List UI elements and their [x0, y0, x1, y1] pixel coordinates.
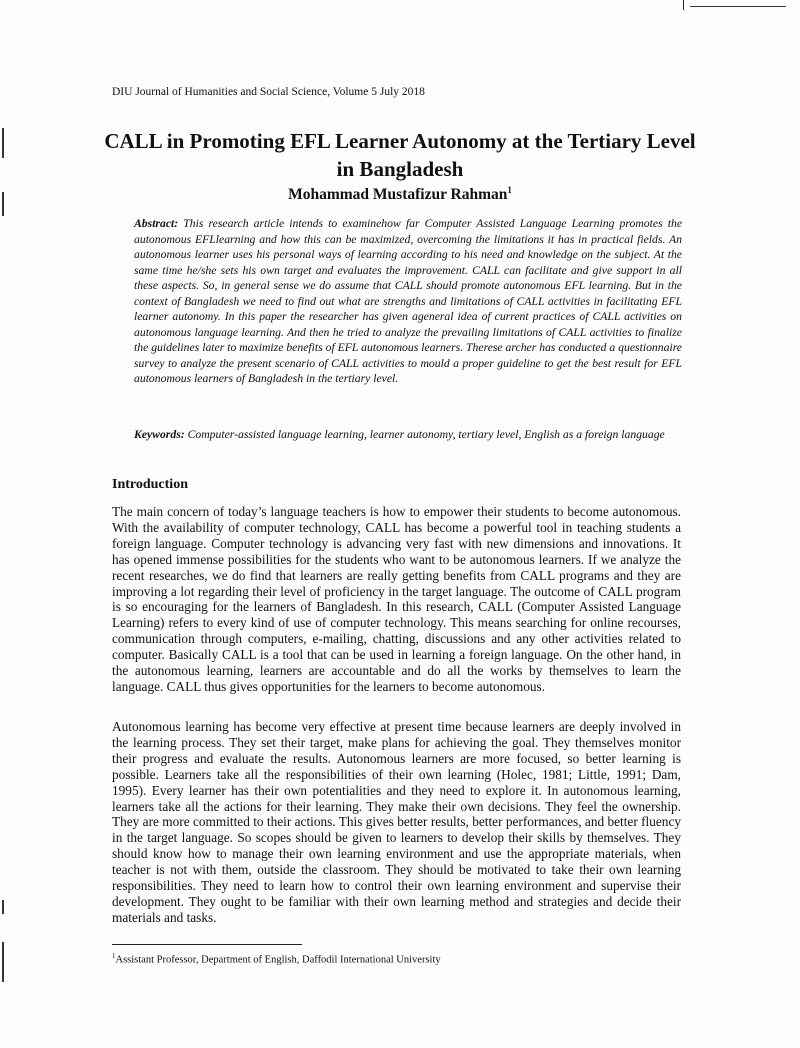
footnote-divider: [112, 944, 302, 945]
footnote-marker: 1: [112, 952, 116, 960]
keywords-text: Computer-assisted language learning, learner autonomy, tertiary level, English as a foreign language: [187, 428, 665, 441]
scan-corner-line: [690, 6, 786, 7]
keywords: [134, 427, 682, 443]
scan-edge-mark: [2, 942, 4, 982]
introduction-paragraph: Autonomous learning has become very effective at present time because learners are deeply involved in the learning process. They set their target, make plans for achieving the goal. They themselves monitor their progress and evaluate the results. Autonomous learners are more focused, so better learning is possible. Learners take all the responsibilities of their own learning (Holec, 1981; Little, 1991; Dam, 1995). Every learner has their own potentialities and they need to explore it. In autonomous learning, learners take all the actions for their learning. They make their own decisions. They feel the ownership. They are more committed to their actions. This gives better results, better performances, and better fluency in the target language. So scopes should be given to learners to develop their skills by themselves. They should know how to manage their own learning environment and use the appropriate materials, when teacher is not with them, outside the classroom. They should be motivated to take their own learning responsibilities. They need to learn how to control their own learning environment and supervise their development. They ought to be familiar with their own learning method and strategies and decide their materials and tasks.: [112, 719, 681, 925]
author-line: [100, 185, 700, 204]
scan-corner-mark: [683, 0, 684, 10]
scan-edge-mark: [2, 192, 4, 216]
running-header: DIU Journal of Humanities and Social Science, Volume 5 July 2018: [112, 86, 425, 98]
introduction-paragraph: The main concern of today’s language teachers is how to empower their students to become autonomous. With the availability of computer technology, CALL has become a powerful tool in teaching students a foreign language. Computer technology is advancing very fast with new dimensions and innovations. It has opened immense possibilities for the students who want to be autonomous learners. If we analyze the recent researches, we do find that learners are really getting benefits from CALL programs and they are improving a lot regarding their level of proficiency in the target language. The outcome of CALL program is so encouraging for the learners of Bangladesh. In this research, CALL (Computer Assisted Language Learning) refers to every kind of use of computer technology. This means searching for online recourses, communication through computers, e-mailing, chatting, discussions and any other activities related to computer. Basically CALL is a tool that can be used in learning a foreign language. On the other hand, in the autonomous learning, learners are accountable and do all the works by themselves to learn the language. CALL thus gives opportunities for the learners to become autonomous.: [112, 504, 681, 694]
scan-edge-mark: [2, 900, 4, 914]
author-footnote-marker: 1: [507, 185, 512, 195]
footnote-text: Assistant Professor, Department of English, Daffodil International University: [115, 954, 441, 966]
abstract: [134, 216, 682, 387]
section-heading-introduction: Introduction: [112, 477, 188, 492]
abstract-label: Abstract:: [134, 217, 179, 230]
paper-title: CALL in Promoting EFL Learner Autonomy at the Tertiary Level in Bangladesh: [104, 129, 696, 181]
keywords-label: Keywords:: [134, 428, 185, 441]
scan-edge-mark: [2, 128, 4, 158]
footnote: [112, 952, 441, 966]
abstract-text: This research article intends to examinehow far Computer Assisted Language Learning promotes the autonomous EFLlearning and how this can be maximized, overcoming the limitations it has in practical fields. An autonomous learner uses his personal ways of learning according to his need and knowledge on the subject. At the same time he/she sets his own target and evaluates the improvement. CALL can facilitate and give support in all these aspects. So, in general sense we do assume that CALL should promote autonomous EFL learning. But in the context of Bangladesh we need to find out what are strengths and limitations of CALL activities in facilitating EFL learner autonomy. In this paper the researcher has given ageneral idea of current practices of CALL activities on autonomous language learning. And then he tried to analyze the prevailing limitations of CALL activities to finalize the guidelines later to maximize benefits of EFL autonomous learners. Therese archer has conducted a questionnaire survey to analyze the present scenario of CALL activities to mould a proper guideline to get the best result for EFL autonomous learners of Bangladesh in the tertiary level.: [134, 217, 683, 385]
author-name: Mohammad Mustafizur Rahman: [288, 186, 508, 204]
